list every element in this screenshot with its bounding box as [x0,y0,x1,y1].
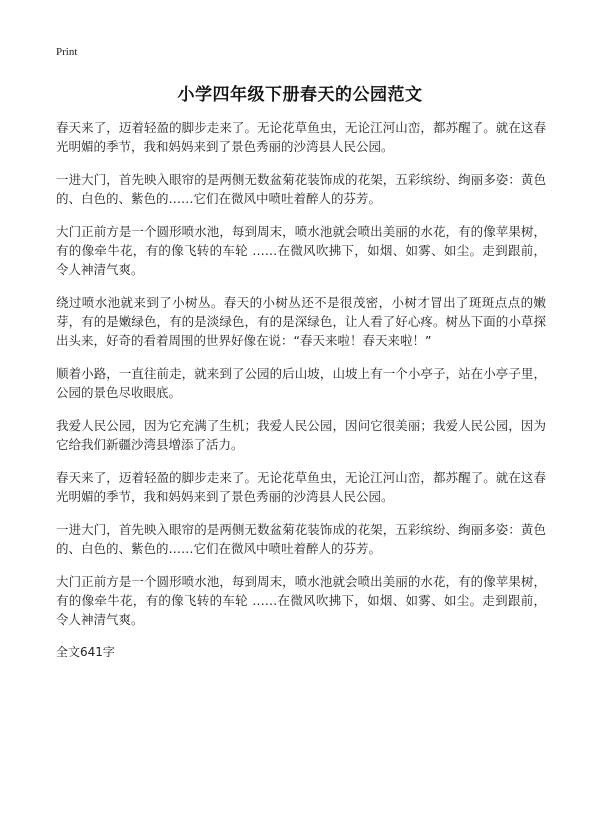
print-link[interactable]: Print [56,46,78,58]
paragraph: 大门正前方是一个圆形喷水池，每到周末，喷水池就会喷出美丽的水花，有的像苹果树，有的像牵牛花，有的像飞转的车轮 ……在微风吹拂下，如烟、如雾、如尘。走到跟前，令人神清气爽。 [56,224,546,277]
word-count: 全文641字 [56,645,115,659]
paragraph: 一进大门，首先映入眼帘的是两侧无数盆菊花装饰成的花架，五彩缤纷、绚丽多姿：黄色的、白色的、紫色的……它们在微风中喷吐着醉人的芬芳。 [56,172,546,206]
paragraph: 春天来了，迈着轻盈的脚步走来了。无论花草鱼虫，无论江河山峦，都苏醒了。就在这春光明媚的季节，我和妈妈来到了景色秀丽的沙湾县人民公园。 [56,470,546,504]
paragraph: 我爱人民公园，因为它充满了生机；我爱人民公园，因问它很美丽；我爱人民公园，因为它给我们新疆沙湾县增添了活力。 [56,418,546,452]
paragraph: 顺着小路，一直往前走，就来到了公园的后山坡，山坡上有一个小亭子，站在小亭子里，公园的景色尽收眼底。 [56,366,546,400]
paragraph: 大门正前方是一个圆形喷水池，每到周末，喷水池就会喷出美丽的水花，有的像苹果树，有的像牵牛花，有的像飞转的车轮 ……在微风吹拂下，如烟、如雾、如尘。走到跟前，令人神清气爽。 [56,574,546,627]
paragraph: 绕过喷水池就来到了小树丛。春天的小树丛还不是很茂密，小树才冒出了斑斑点点的嫩芽，有的是嫩绿色，有的是淡绿色，有的是深绿色，让人看了好心疼。树丛下面的小草探出头来，好奇的看着周围的世界好像在说：“春天来啦！春天来啦！” [56,295,546,348]
paragraph: 春天来了，迈着轻盈的脚步走来了。无论花草鱼虫，无论江河山峦，都苏醒了。就在这春光明媚的季节，我和妈妈来到了景色秀丽的沙湾县人民公园。 [56,120,546,154]
paragraph: 一进大门，首先映入眼帘的是两侧无数盆菊花装饰成的花架，五彩缤纷、绚丽多姿：黄色的、白色的、紫色的……它们在微风中喷吐着醉人的芬芳。 [56,522,546,556]
page-title: 小学四年级下册春天的公园范文 [177,85,423,105]
article-body [56,118,546,661]
